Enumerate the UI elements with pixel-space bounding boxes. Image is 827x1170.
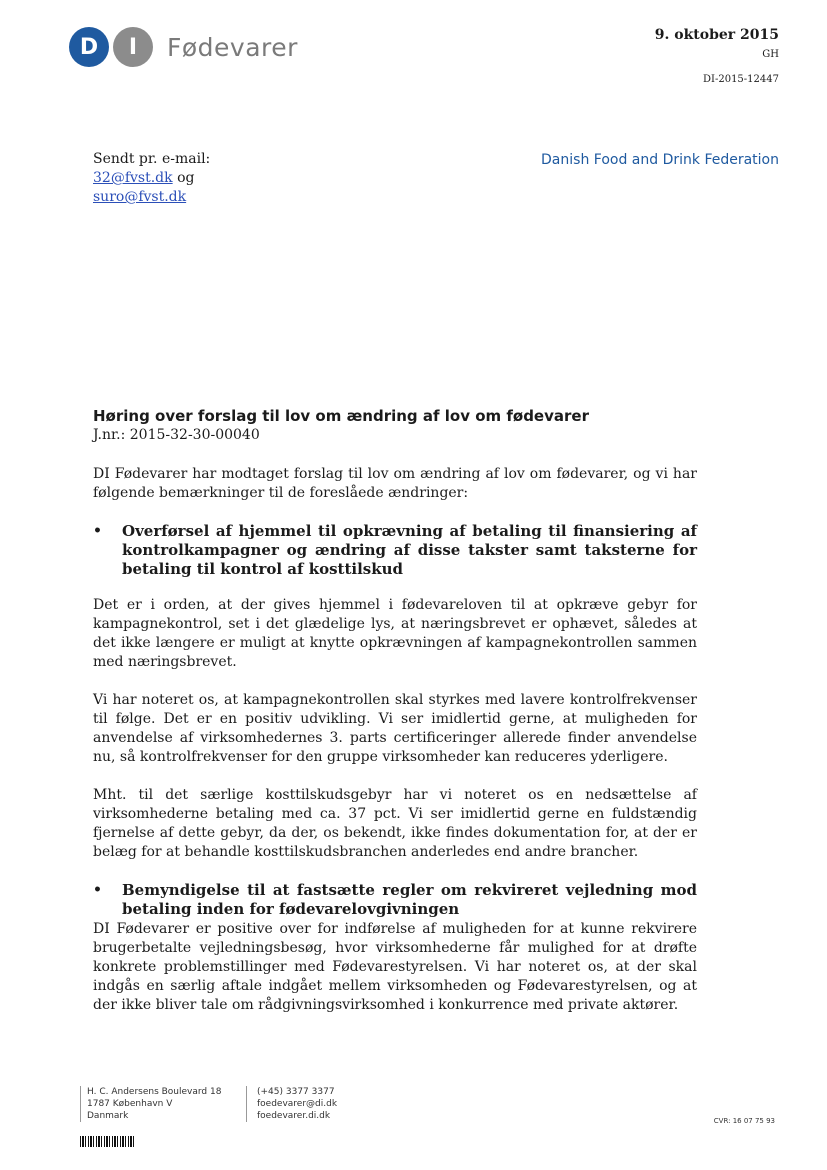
letter-date: 9. oktober 2015 <box>654 27 779 43</box>
cvr-number: CVR: 16 07 75 93 <box>713 1117 775 1125</box>
reference-number: DI-2015-12447 <box>703 74 779 85</box>
section-2-heading <box>93 881 697 919</box>
contact-website: foedevarer.di.dk <box>257 1111 331 1121</box>
barcode <box>80 1136 134 1147</box>
logo-d-circle: D <box>69 27 109 67</box>
section-2-paragraph: DI Fødevarer er positive over for indførelse af muligheden for at kunne rekvirere brugerbetalte vejledningsbesøg, hvor virksomhederne får mulighed for at drøfte konkrete problemstillinger med Fødevarestyrelsen. Vi har noteret os, at der skal indgås en særlig aftale indgået mellem virksomheden og Fødevarestyrelsen, og at der ikke bliver tale om rådgivningsvirksomhed i konkurrence med private aktører. <box>93 921 697 1013</box>
address-line: H. C. Andersens Boulevard 18 <box>87 1087 222 1097</box>
footer-address <box>80 1086 221 1122</box>
address-line: Danmark <box>87 1111 129 1121</box>
email-link-1[interactable]: 32@fvst.dk <box>93 170 173 186</box>
federation-name: Danish Food and Drink Federation <box>541 152 779 168</box>
section-1-paragraph: Mht. til det særlige kosttilskudsgebyr har vi noteret os en nedsættelse af virksomhederne betaling med ca. 37 pct. Vi ser imidlertid gerne en fuldstændig fjernelse af dette gebyr, da der, os bekendt, ikke findes dokumentation for, at der er belæg for at behandle kosttilskudsbranchen anderledes end andre brancher. <box>93 787 697 860</box>
section-1-heading-text: Overførsel af hjemmel til opkrævning af betaling til finansiering af kontrolkampagner og ændring af disse takster samt taksterne for betaling til kontrol af kosttilskud <box>122 522 697 578</box>
brand-name: Fødevarer <box>167 32 298 62</box>
footer-contact <box>246 1086 337 1122</box>
logo-i-circle: I <box>113 27 153 67</box>
case-number: J.nr.: 2015-32-30-00040 <box>93 427 260 443</box>
intro-paragraph: DI Fødevarer har modtaget forslag til lov om ændring af lov om fødevarer, og vi har følgende bemærkninger til de foreslåede ændringer: <box>93 466 697 501</box>
section-1-paragraph: Det er i orden, at der gives hjemmel i fødevareloven til at opkræve gebyr for kampagnekontrol, set i det glædelige lys, at næringsbrevet er ophævet, således at det ikke længere er muligt at knytte opkrævningen af kampagnekontrollen sammen med næringsbrevet. <box>93 597 697 670</box>
contact-phone: (+45) 3377 3377 <box>257 1087 335 1097</box>
sent-block <box>93 150 210 207</box>
section-1-paragraph: Vi har noteret os, at kampagnekontrollen skal styrkes med lavere kontrolfrekvenser til følge. Det er en positiv udvikling. Vi ser imidlertid gerne, at muligheden for anvendelse af virksomhedernes 3. parts certificeringer allerede finder anvendelse nu, så kontrolfrekvenser for den gruppe virksomheder kan reduceres yderligere. <box>93 692 697 765</box>
email-link-2[interactable]: suro@fvst.dk <box>93 189 187 205</box>
section-1-heading <box>93 522 697 579</box>
email-joiner: og <box>172 170 195 186</box>
bullet-icon: • <box>93 523 102 539</box>
address-line: 1787 København V <box>87 1099 173 1109</box>
letter-body <box>93 407 697 1015</box>
author-initials: GH <box>762 49 779 60</box>
di-logo <box>69 27 298 67</box>
contact-email: foedevarer@di.dk <box>257 1099 338 1109</box>
sent-label: Sendt pr. e-mail: <box>93 151 211 167</box>
letter-title: Høring over forslag til lov om ændring af lov om fødevarer <box>93 407 589 425</box>
section-2-heading-text: Bemyndigelse til at fastsætte regler om rekvireret vejledning mod betaling inden for fødevarelovgivningen <box>122 881 697 918</box>
bullet-icon: • <box>93 882 102 898</box>
